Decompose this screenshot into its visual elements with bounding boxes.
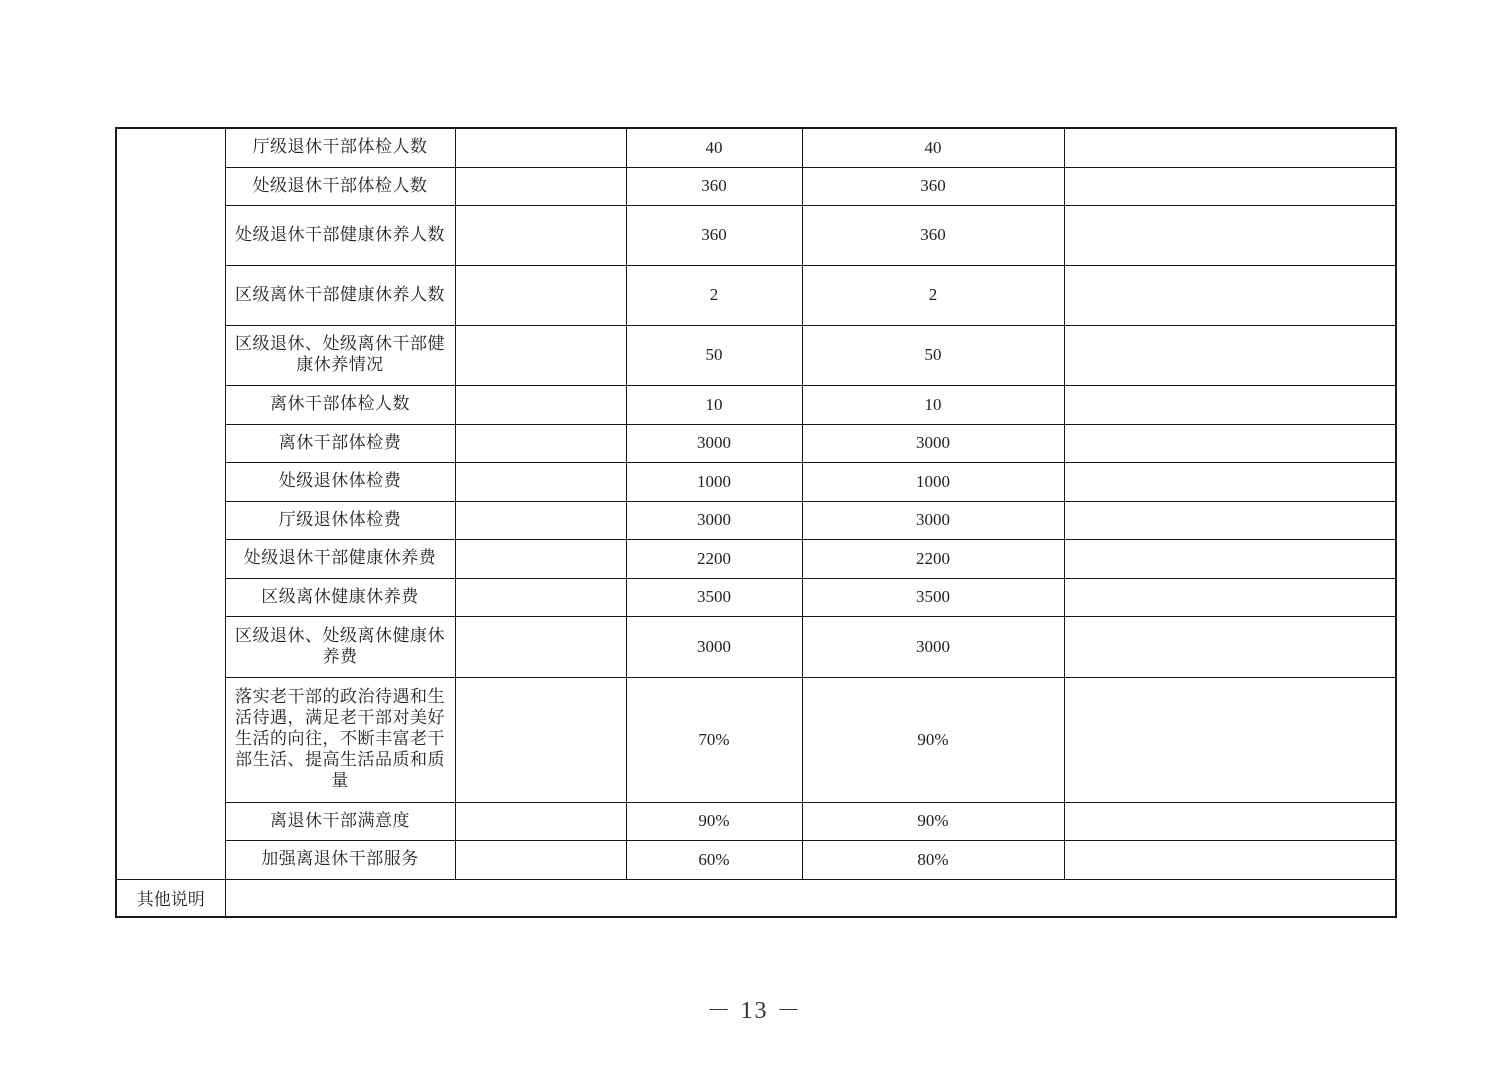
target-value: 2200 xyxy=(626,539,802,578)
indicator-name: 厅级退休体检费 xyxy=(225,501,455,539)
indicator-content-empty xyxy=(455,167,626,205)
category-cell-empty xyxy=(116,128,225,879)
performance-indicator-table xyxy=(115,127,1397,918)
actual-value: 3000 xyxy=(802,501,1064,539)
indicator-name: 处级退休干部健康休养人数 xyxy=(225,205,455,265)
indicator-content-empty xyxy=(455,424,626,462)
indicator-content-empty xyxy=(455,385,626,424)
indicator-name: 加强离退休干部服务 xyxy=(225,840,455,879)
table-row xyxy=(116,677,1396,802)
target-value: 90% xyxy=(626,802,802,840)
indicator-name: 离退休干部满意度 xyxy=(225,802,455,840)
indicator-name: 区级退休、处级离休干部健康休养情况 xyxy=(225,325,455,385)
remarks-cell xyxy=(1064,325,1396,385)
actual-value: 2 xyxy=(802,265,1064,325)
indicator-name: 离休干部体检人数 xyxy=(225,385,455,424)
remarks-cell xyxy=(1064,205,1396,265)
table-row xyxy=(116,840,1396,879)
table-row xyxy=(116,578,1396,616)
indicator-name: 落实老干部的政治待遇和生活待遇，满足老干部对美好生活的向往，不断丰富老干部生活、提高生活品质和质量 xyxy=(225,677,455,802)
other-notes-label: 其他说明 xyxy=(116,879,225,917)
remarks-cell xyxy=(1064,501,1396,539)
target-value: 360 xyxy=(626,167,802,205)
actual-value: 3000 xyxy=(802,616,1064,677)
remarks-cell xyxy=(1064,462,1396,501)
table-row xyxy=(116,616,1396,677)
other-notes-value xyxy=(225,879,1396,917)
actual-value: 3000 xyxy=(802,424,1064,462)
table-row xyxy=(116,205,1396,265)
table-row xyxy=(116,385,1396,424)
remarks-cell xyxy=(1064,167,1396,205)
target-value: 70% xyxy=(626,677,802,802)
actual-value: 3500 xyxy=(802,578,1064,616)
actual-value: 80% xyxy=(802,840,1064,879)
remarks-cell xyxy=(1064,385,1396,424)
remarks-cell xyxy=(1064,840,1396,879)
indicator-name: 区级离休健康休养费 xyxy=(225,578,455,616)
remarks-cell xyxy=(1064,539,1396,578)
indicator-content-empty xyxy=(455,325,626,385)
indicator-name: 离休干部体检费 xyxy=(225,424,455,462)
actual-value: 360 xyxy=(802,167,1064,205)
actual-value: 90% xyxy=(802,802,1064,840)
indicator-name: 处级退休体检费 xyxy=(225,462,455,501)
indicator-name: 区级退休、处级离休健康休养费 xyxy=(225,616,455,677)
indicator-content-empty xyxy=(455,501,626,539)
table-row xyxy=(116,265,1396,325)
target-value: 60% xyxy=(626,840,802,879)
remarks-cell xyxy=(1064,802,1396,840)
remarks-cell xyxy=(1064,424,1396,462)
indicator-content-empty xyxy=(455,539,626,578)
target-value: 3000 xyxy=(626,424,802,462)
indicator-content-empty xyxy=(455,616,626,677)
indicator-name: 区级离休干部健康休养人数 xyxy=(225,265,455,325)
actual-value: 1000 xyxy=(802,462,1064,501)
indicator-content-empty xyxy=(455,128,626,167)
target-value: 2 xyxy=(626,265,802,325)
actual-value: 360 xyxy=(802,205,1064,265)
remarks-cell xyxy=(1064,265,1396,325)
indicator-content-empty xyxy=(455,205,626,265)
remarks-cell xyxy=(1064,616,1396,677)
page-number: － 13 － xyxy=(706,998,803,1024)
indicator-content-empty xyxy=(455,578,626,616)
indicator-name: 处级退休干部健康休养费 xyxy=(225,539,455,578)
table-row xyxy=(116,539,1396,578)
indicator-content-empty xyxy=(455,677,626,802)
actual-value: 2200 xyxy=(802,539,1064,578)
table-row xyxy=(116,424,1396,462)
target-value: 10 xyxy=(626,385,802,424)
indicator-content-empty xyxy=(455,840,626,879)
table-row xyxy=(116,167,1396,205)
indicator-name: 厅级退休干部体检人数 xyxy=(225,128,455,167)
indicator-content-empty xyxy=(455,802,626,840)
indicator-content-empty xyxy=(455,265,626,325)
table-row xyxy=(116,128,1396,167)
target-value: 1000 xyxy=(626,462,802,501)
target-value: 3500 xyxy=(626,578,802,616)
target-value: 3000 xyxy=(626,616,802,677)
actual-value: 10 xyxy=(802,385,1064,424)
target-value: 3000 xyxy=(626,501,802,539)
actual-value: 50 xyxy=(802,325,1064,385)
remarks-cell xyxy=(1064,578,1396,616)
indicator-content-empty xyxy=(455,462,626,501)
actual-value: 40 xyxy=(802,128,1064,167)
table-row xyxy=(116,325,1396,385)
other-notes-row xyxy=(116,879,1396,917)
table-row xyxy=(116,501,1396,539)
table-row xyxy=(116,802,1396,840)
actual-value: 90% xyxy=(802,677,1064,802)
table-row xyxy=(116,462,1396,501)
target-value: 50 xyxy=(626,325,802,385)
indicator-name: 处级退休干部体检人数 xyxy=(225,167,455,205)
remarks-cell xyxy=(1064,128,1396,167)
remarks-cell xyxy=(1064,677,1396,802)
target-value: 360 xyxy=(626,205,802,265)
target-value: 40 xyxy=(626,128,802,167)
